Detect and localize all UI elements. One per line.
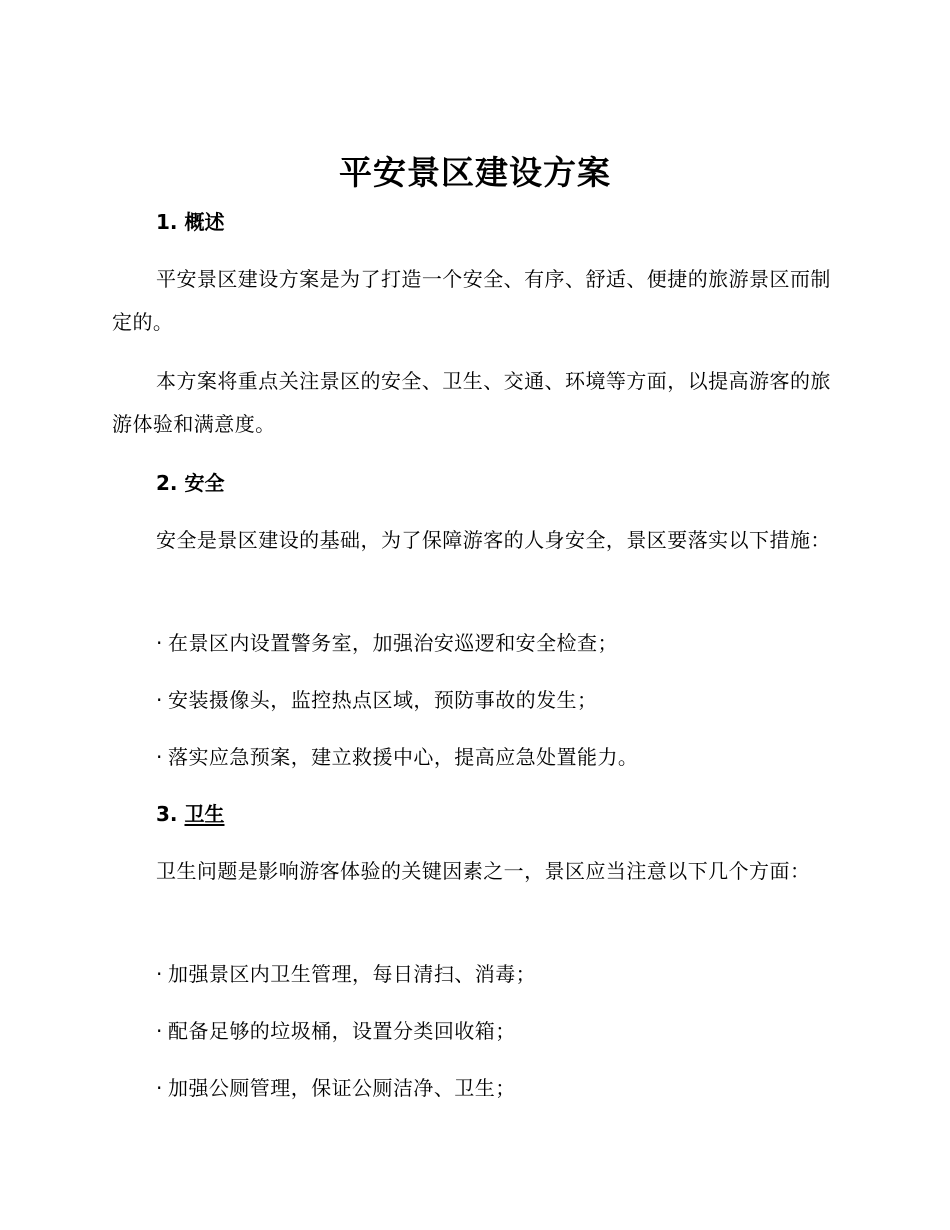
section-1-number: 1. [156, 210, 178, 234]
bullet-text: 在景区内设置警务室，加强治安巡逻和安全检查； [168, 631, 618, 655]
section-2-heading [156, 469, 224, 497]
bullet-symbol: · [156, 1019, 163, 1043]
section-2-number: 2. [156, 471, 178, 495]
section-3-intro: 卫生问题是影响游客体验的关键因素之一，景区应当注意以下几个方面： [156, 859, 811, 883]
section-2-bullet-3 [156, 743, 638, 771]
bullet-symbol: · [156, 631, 163, 655]
bullet-symbol: · [156, 1076, 163, 1100]
section-1-paragraph-2: 本方案将重点关注景区的安全、卫生、交通、环境等方面，以提高游客的旅游体验和满意度。 [112, 369, 831, 436]
section-2-bullet-2 [156, 686, 597, 714]
section-3-bullet-3 [156, 1074, 516, 1102]
section-2-bullet-1 [156, 629, 618, 657]
bullet-text: 安装摄像头，监控热点区域，预防事故的发生； [168, 688, 598, 712]
section-3-heading [156, 800, 224, 828]
section-2-title: 安全 [184, 471, 225, 495]
section-1-paragraph-1: 平安景区建设方案是为了打造一个安全、有序、舒适、便捷的旅游景区而制定的。 [112, 267, 831, 334]
section-2-intro: 安全是景区建设的基础，为了保障游客的人身安全，景区要落实以下措施： [156, 528, 831, 552]
bullet-symbol: · [156, 688, 163, 712]
bullet-symbol: · [156, 962, 163, 986]
bullet-text: 加强景区内卫生管理，每日清扫、消毒； [168, 962, 537, 986]
bullet-text: 加强公厕管理，保证公厕洁净、卫生； [168, 1076, 516, 1100]
section-3-number: 3. [156, 802, 178, 826]
bullet-symbol: · [156, 745, 163, 769]
bullet-text: 落实应急预案，建立救援中心，提高应急处置能力。 [168, 745, 639, 769]
section-3-bullet-1 [156, 960, 536, 988]
section-1-heading [156, 208, 224, 236]
section-1-title: 概述 [184, 210, 225, 234]
document-title: 平安景区建设方案 [339, 153, 611, 192]
section-3-title: 卫生 [184, 802, 225, 826]
bullet-text: 配备足够的垃圾桶，设置分类回收箱； [168, 1019, 516, 1043]
section-3-bullet-2 [156, 1017, 516, 1045]
